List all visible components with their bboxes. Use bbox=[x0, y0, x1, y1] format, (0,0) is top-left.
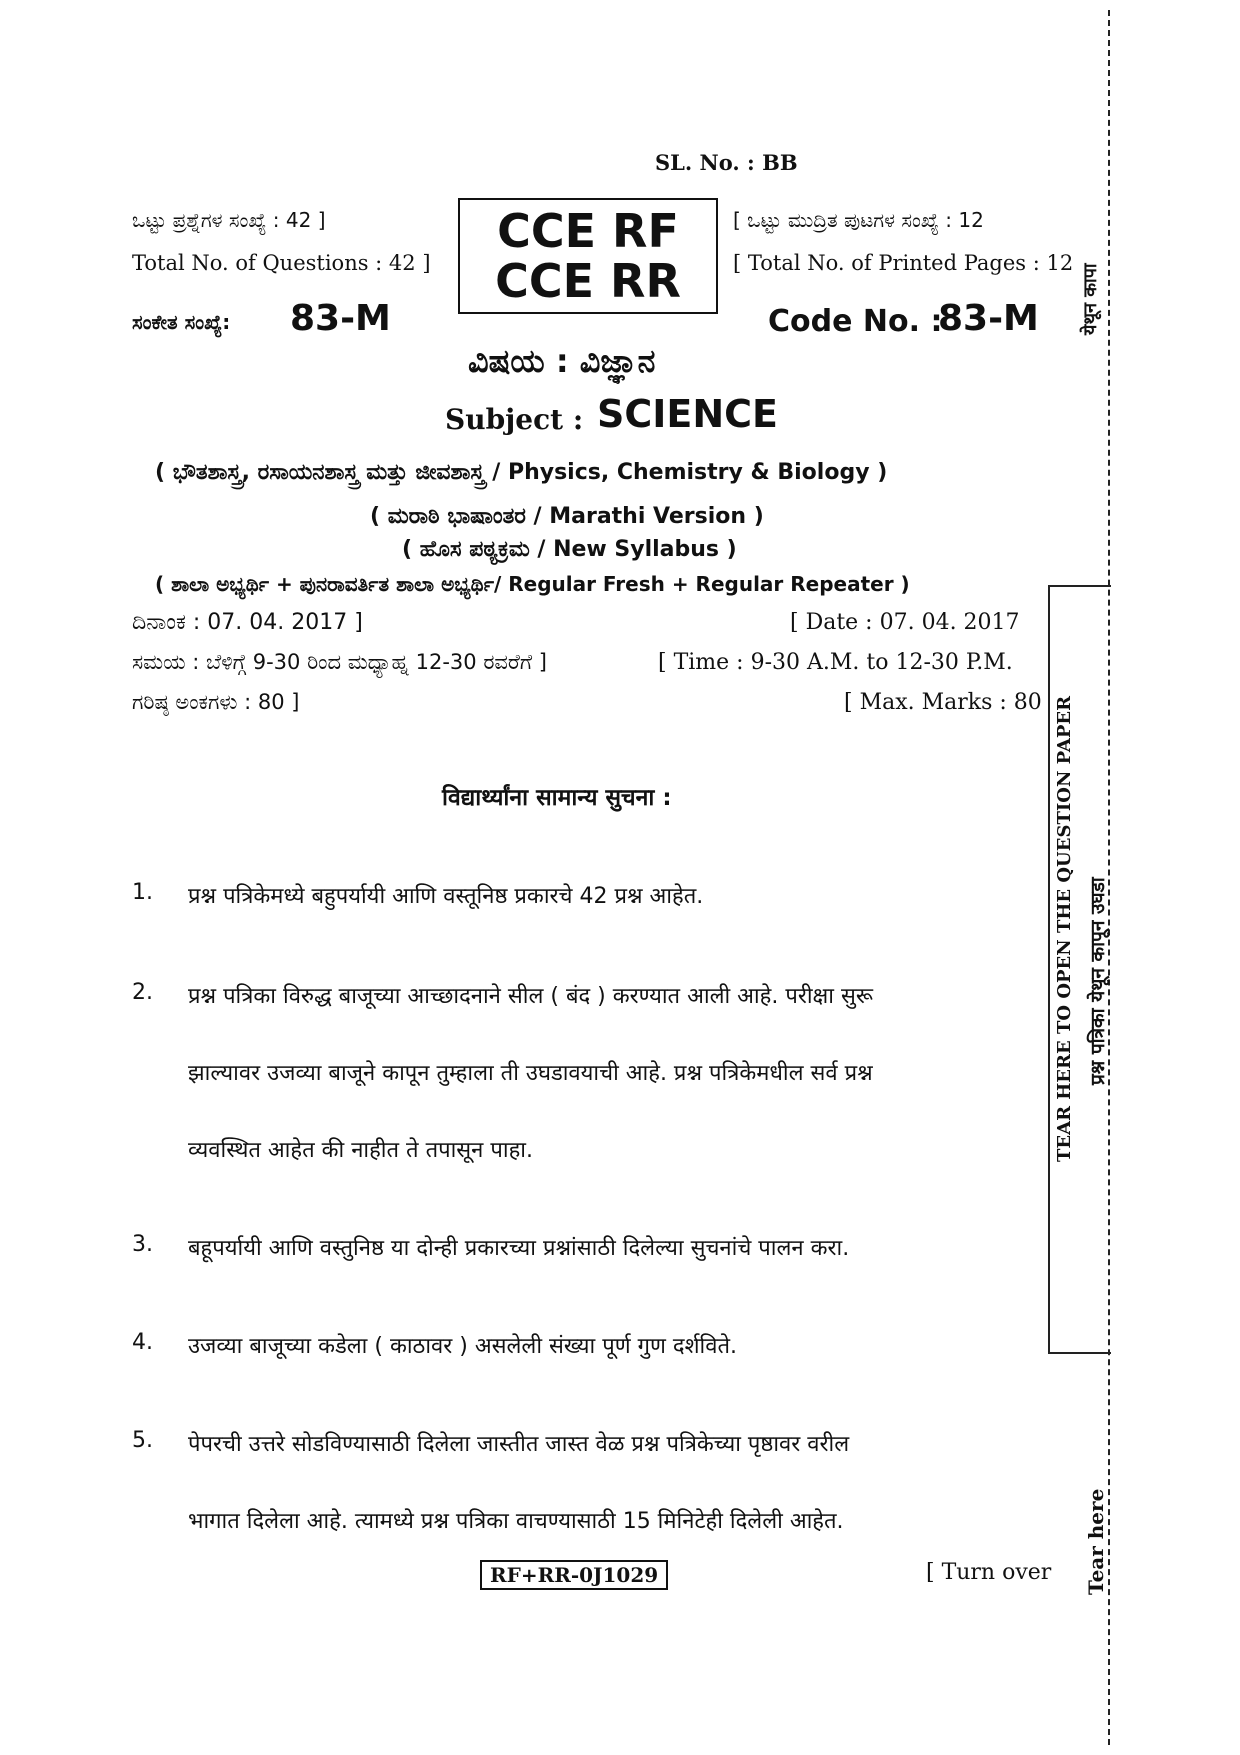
instruction-line: भागात दिलेला आहे. त्यामध्ये प्रश्न पत्रिका वाचण्यासाठी 15 मिनिटेही दिलेली आहेत. bbox=[188, 1509, 844, 1534]
instruction-number: 5. bbox=[132, 1428, 153, 1453]
instruction-line: प्रश्न पत्रिकेमध्ये बहुपर्यायी आणि वस्तूनिष्ठ प्रकारचे 42 प्रश्न आहेत. bbox=[188, 884, 704, 909]
instruction-line: पेपरची उत्तरे सोडविण्यासाठी दिलेला जास्तीत जास्त वेळ प्रश्न पत्रिकेच्या पृष्ठावर वरील bbox=[188, 1432, 850, 1457]
tear-label-english: TEAR HERE TO OPEN THE QUESTION PAPER bbox=[1054, 695, 1075, 1162]
subject-kannada: ವಿಷಯ : ವಿಜ್ಞಾನ bbox=[468, 342, 656, 380]
tear-here-label: Tear here bbox=[1084, 1488, 1108, 1595]
syllabus-line: ( ಹೊಸ ಪಠ್ಯಕ್ರಮ / New Syllabus ) bbox=[402, 537, 737, 562]
candidate-type-line: ( ಶಾಲಾ ಅಭ್ಯರ್ಥಿ + ಪುನರಾವರ್ತಿತ ಶಾಲಾ ಅಭ್ಯರ್ಥಿ/ Regular Fresh + Regular Repeater ) bbox=[155, 572, 910, 596]
total-questions-kannada: ಒಟ್ಟು ಪ್ರಶ್ನೆಗಳ ಸಂಖ್ಯೆ : 42 ] bbox=[132, 208, 326, 232]
instruction-line: प्रश्न पत्रिका विरुद्ध बाजूच्या आच्छादनाने सील ( बंद ) करण्यात आली आहे. परीक्षा सुरू bbox=[188, 984, 873, 1009]
instruction-number: 1. bbox=[132, 880, 153, 905]
subject-name: SCIENCE bbox=[597, 392, 779, 436]
instruction-line: झाल्यावर उजव्या बाजूने कापून तुम्हाला ती उघडावयाची आहे. प्रश्न पत्रिकेमधील सर्व प्रश्न bbox=[188, 1061, 873, 1086]
time-english: [ Time : 9-30 A.M. to 12-30 P.M. bbox=[658, 650, 1013, 675]
version-line: ( ಮರಾಠಿ ಭಾಷಾಂತರ / Marathi Version ) bbox=[370, 504, 764, 529]
tear-label-marathi: प्रश्न पत्रिका येथून कापून उघडा bbox=[1087, 877, 1109, 1085]
subject-label: Subject : bbox=[445, 403, 584, 436]
code-value-english: 83-M bbox=[938, 298, 1039, 339]
turn-over-note: [ Turn over bbox=[926, 1560, 1052, 1585]
max-marks-kannada: ಗರಿಷ್ಠ ಅಂಕಗಳು : 80 ] bbox=[132, 690, 300, 714]
instruction-line: व्यवस्थित आहेत की नाहीत ते तपासून पाहा. bbox=[188, 1138, 533, 1163]
instruction-number: 2. bbox=[132, 980, 153, 1005]
paper-code-footer: RF+RR-0J1029 bbox=[480, 1560, 668, 1590]
code-label-kannada: ಸಂಕೇತ ಸಂಖ್ಯೆ: bbox=[132, 310, 231, 334]
total-questions-english: Total No. of Questions : 42 ] bbox=[132, 251, 431, 275]
code-value-kannada: 83-M bbox=[290, 298, 391, 339]
instructions-heading: विद्यार्थ्यांना सामान्य सुचना : bbox=[442, 785, 672, 811]
serial-number: SL. No. : BB bbox=[655, 150, 798, 175]
tear-label-top-marathi: येथून कापा bbox=[1080, 263, 1101, 335]
subject-subtitle: ( ಭೌತಶಾಸ್ತ್ರ, ರಸಾಯನಶಾಸ್ತ್ರ ಮತ್ತು ಜೀವಶಾಸ್ತ್ರ / Physics, Chemistry & Biology ) bbox=[155, 460, 888, 485]
code-label-english: Code No. : bbox=[768, 304, 943, 339]
exam-code-rr: CCE RR bbox=[495, 254, 681, 308]
max-marks-english: [ Max. Marks : 80 bbox=[844, 690, 1042, 715]
date-english: [ Date : 07. 04. 2017 bbox=[790, 610, 1020, 635]
exam-code-box bbox=[458, 198, 718, 314]
total-pages-kannada: [ ಒಟ್ಟು ಮುದ್ರಿತ ಪುಟಗಳ ಸಂಖ್ಯೆ : 12 bbox=[733, 208, 984, 232]
instruction-line: बहूपर्यायी आणि वस्तुनिष्ठ या दोन्ही प्रकारच्या प्रश्नांसाठी दिलेल्या सुचनांचे पालन करा. bbox=[188, 1236, 850, 1261]
instruction-number: 3. bbox=[132, 1232, 153, 1257]
total-pages-english: [ Total No. of Printed Pages : 12 bbox=[733, 251, 1074, 275]
exam-code-rf: CCE RF bbox=[497, 204, 679, 258]
instruction-number: 4. bbox=[132, 1330, 153, 1355]
instruction-line: उजव्या बाजूच्या कडेला ( काठावर ) असलेली संख्या पूर्ण गुण दर्शविते. bbox=[188, 1334, 738, 1359]
time-kannada: ಸಮಯ : ಬೆಳಿಗ್ಗೆ 9-30 ರಿಂದ ಮಧ್ಯಾಹ್ನ 12-30 ರವರೆಗೆ ] bbox=[132, 650, 547, 674]
date-kannada: ದಿನಾಂಕ : 07. 04. 2017 ] bbox=[132, 610, 363, 635]
